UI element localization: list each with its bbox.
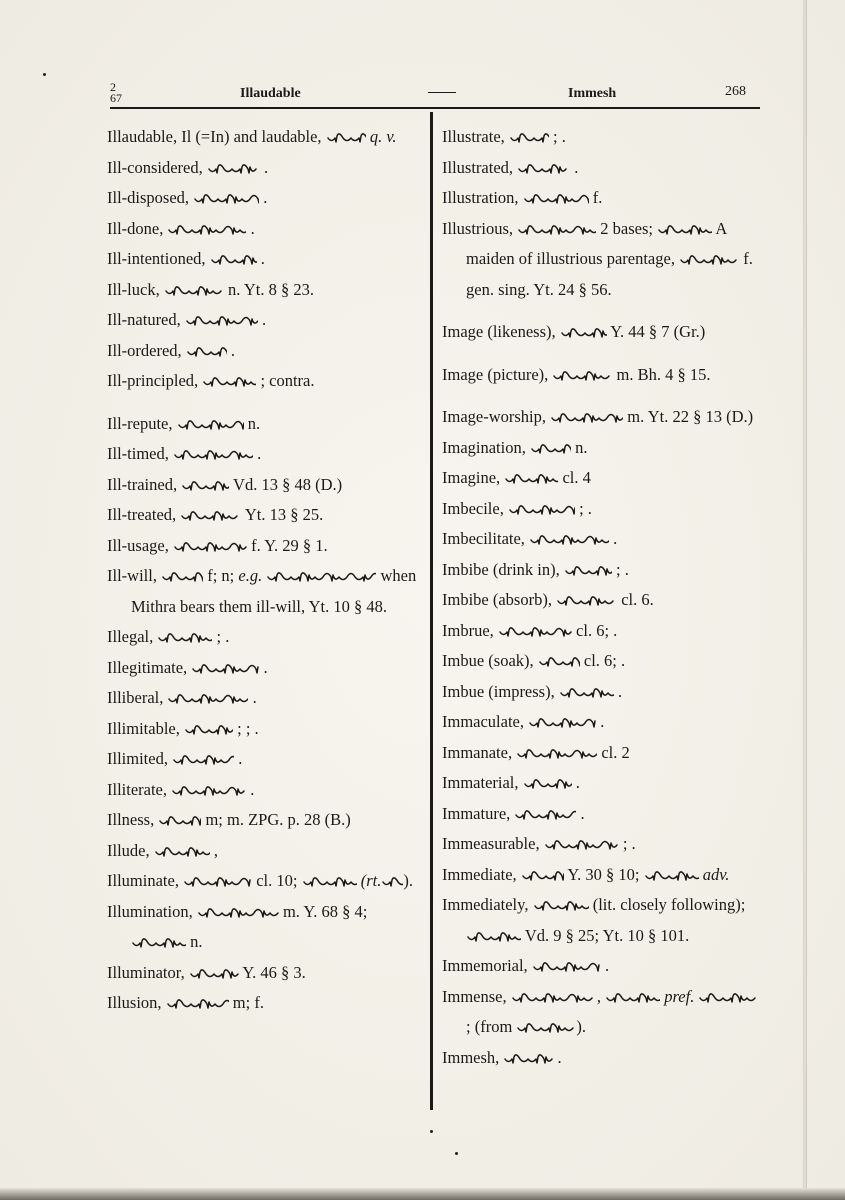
avestan-script-icon <box>550 409 623 427</box>
dictionary-entry <box>442 317 760 348</box>
entry-gloss: ; contra. <box>260 371 315 390</box>
dictionary-entry <box>442 494 760 525</box>
avestan-script-icon <box>559 684 614 702</box>
avestan-script-icon <box>605 989 660 1007</box>
avestan-script-icon <box>154 843 210 861</box>
entry-headword: Immense, <box>442 986 507 1006</box>
avestan-script-icon <box>521 867 564 885</box>
entry-headword: Illustrious, <box>442 218 514 238</box>
entry-gloss: cl. 6; . <box>576 620 618 640</box>
entry-tail: ; (from <box>466 1017 513 1036</box>
entry-gloss: cl. 2 <box>601 742 630 762</box>
avestan-script-icon <box>517 160 570 178</box>
entry-headword: Ill-considered, <box>107 157 203 177</box>
dictionary-entry <box>442 122 760 153</box>
entry-gloss: ; . <box>616 559 629 579</box>
entry-tail: Vd. 9 § 25; Yt. 10 § 101. <box>524 925 690 945</box>
entry-gloss: . <box>600 712 605 731</box>
dictionary-entry <box>107 683 422 714</box>
dictionary-entry <box>442 555 760 586</box>
entry-gloss: . <box>613 529 618 548</box>
dictionary-entry <box>442 890 760 951</box>
dictionary-entry <box>442 433 760 464</box>
right-column <box>442 122 760 1073</box>
dictionary-entry <box>442 360 760 391</box>
dictionary-entry <box>442 463 760 494</box>
avestan-script-icon <box>302 873 357 891</box>
entry-headword: Imbecilitate, <box>442 529 525 548</box>
avestan-script-icon <box>191 660 259 678</box>
entry-gloss: ; ; . <box>237 718 259 738</box>
entry-gloss: . <box>252 688 257 707</box>
entry-tail: ). <box>403 871 413 890</box>
ink-speck <box>430 1130 433 1133</box>
dictionary-entry <box>107 122 422 153</box>
avestan-script-icon <box>504 470 558 488</box>
avestan-script-icon <box>532 958 601 976</box>
running-header <box>110 82 760 106</box>
entry-headword: Illuminate, <box>107 871 179 890</box>
avestan-script-icon <box>193 190 259 208</box>
avestan-script-icon <box>172 751 234 769</box>
avestan-script-icon <box>164 282 224 300</box>
dictionary-entry <box>107 622 422 653</box>
dictionary-entry <box>442 768 760 799</box>
entry-headword: Ill-usage, <box>107 535 169 555</box>
entry-tail: A maiden of illustrious parentage, <box>466 218 727 268</box>
entry-headword: Imagination, <box>442 437 526 457</box>
avestan-script-icon <box>173 538 247 556</box>
entry-headword: Ill-repute, <box>107 413 173 433</box>
entry-headword: Immemorial, <box>442 956 528 975</box>
avestan-script-icon <box>326 129 366 147</box>
entry-gloss: Y. 30 § 10; <box>567 864 640 884</box>
entry-gloss: , <box>596 986 601 1006</box>
dictionary-entry <box>442 153 760 184</box>
entry-gloss: . <box>575 773 580 792</box>
avestan-script-icon <box>266 568 376 586</box>
entry-headword: Illegitimate, <box>107 657 188 677</box>
entry-headword: Immediately, <box>442 895 529 914</box>
avestan-script-icon <box>183 873 252 891</box>
avestan-script-icon <box>181 477 229 495</box>
entry-headword: Immature, <box>442 803 511 823</box>
entry-gloss: f. <box>592 188 603 207</box>
entry-gloss: cl. 4 <box>562 468 591 487</box>
header-page-left-number: 67 <box>110 91 122 105</box>
entry-gloss: Yt. 13 § 25. <box>244 505 324 524</box>
avestan-script-icon <box>185 312 258 330</box>
dictionary-entry <box>107 244 422 275</box>
entry-gloss: . <box>263 657 268 677</box>
avestan-script-icon <box>528 714 596 732</box>
dictionary-entry <box>442 951 760 982</box>
avestan-script-icon <box>517 221 596 239</box>
avestan-script-icon <box>158 812 201 830</box>
avestan-script-icon <box>180 507 241 525</box>
entry-headword: Ill-done, <box>107 218 164 238</box>
dictionary-entry <box>107 366 422 397</box>
entry-gloss: m; f. <box>232 993 264 1012</box>
avestan-script-icon <box>657 221 712 239</box>
entry-headword: Illness, <box>107 810 155 829</box>
avestan-script-icon <box>530 440 571 458</box>
header-rule <box>110 107 760 109</box>
avestan-script-icon <box>508 501 575 519</box>
avestan-script-icon <box>166 995 229 1013</box>
ink-speck <box>455 1152 458 1155</box>
dictionary-entry <box>442 585 760 616</box>
dictionary-entry <box>107 183 422 214</box>
entry-gloss: n. <box>247 413 261 433</box>
entry-gloss: 2 bases; <box>600 218 653 238</box>
entry-tail: adv. <box>702 864 730 884</box>
avestan-script-icon <box>560 324 607 342</box>
entry-headword: Image (likeness), <box>442 322 556 341</box>
entry-headword: Imagine, <box>442 468 501 487</box>
dictionary-entry <box>107 214 422 245</box>
avestan-script-icon <box>679 251 739 269</box>
avestan-script-icon <box>514 806 576 824</box>
avestan-script-icon <box>173 446 253 464</box>
dictionary-entry <box>442 677 760 708</box>
entry-gloss: . <box>250 779 255 799</box>
entry-headword: Ill-ordered, <box>107 340 182 360</box>
avestan-script-icon <box>157 629 212 647</box>
entry-headword: Illusion, <box>107 993 162 1012</box>
dictionary-entry <box>107 275 422 306</box>
avestan-script-icon <box>516 745 597 763</box>
avestan-script-icon <box>207 160 260 178</box>
entry-gloss: f; n; <box>207 566 235 585</box>
entry-gloss: m. Yt. 22 § 13 (D.) <box>627 407 754 426</box>
entry-headword: Imbue (impress), <box>442 681 555 701</box>
avestan-script-icon <box>498 623 572 641</box>
entry-gloss: cl. 6. <box>621 590 654 609</box>
avestan-script-icon <box>644 867 699 885</box>
entry-headword: Ill-principled, <box>107 371 199 390</box>
entry-gloss: ; . <box>216 627 230 646</box>
entry-headword: Ill-disposed, <box>107 188 190 207</box>
entry-gloss: . <box>260 249 265 268</box>
entry-example: when Mithra bears them ill-will, Yt. 10 § 48. <box>131 566 417 616</box>
entry-tail: f. gen. sing. Yt. 24 § 56. <box>466 249 753 299</box>
entry-headword: Immeasurable, <box>442 834 540 853</box>
avestan-script-icon <box>167 690 248 708</box>
avestan-script-icon <box>511 989 593 1007</box>
avestan-script-icon <box>210 251 257 269</box>
entry-headword: Imbecile, <box>442 498 504 518</box>
avestan-script-icon <box>186 343 227 361</box>
avestan-script-icon <box>533 897 589 915</box>
header-page-left <box>110 82 122 104</box>
entry-gloss: . <box>262 310 267 329</box>
dictionary-entry <box>442 646 760 677</box>
entry-headword: Illegal, <box>107 627 154 646</box>
avestan-script-icon <box>503 1050 553 1068</box>
dictionary-entry <box>442 402 760 433</box>
entry-headword: Image (picture), <box>442 364 549 384</box>
dictionary-entry <box>107 805 422 836</box>
entry-gloss: Y. 44 § 7 (Gr.) <box>610 322 706 341</box>
entry-headword: Immanate, <box>442 742 513 762</box>
entry-gloss: n. <box>575 437 588 457</box>
entry-gloss: f. Y. 29 § 1. <box>251 535 328 555</box>
dictionary-entry <box>107 653 422 684</box>
dictionary-entry <box>442 829 760 860</box>
avestan-script-icon <box>167 221 246 239</box>
entry-headword: Illuminator, <box>107 962 185 982</box>
entry-gloss: q. v. <box>369 127 397 146</box>
avestan-script-icon <box>131 934 186 952</box>
entry-headword: Illustrate, <box>442 127 505 146</box>
entry-gloss: . <box>557 1047 562 1067</box>
avestan-script-icon <box>544 836 619 854</box>
avestan-script-icon <box>523 775 572 793</box>
left-column <box>107 122 422 1019</box>
entry-tail: ). <box>576 1017 587 1036</box>
entry-headword: Illimited, <box>107 749 168 768</box>
entry-headword: Immesh, <box>442 1047 500 1067</box>
dictionary-entry <box>107 153 422 184</box>
entry-tail: n. <box>190 932 203 951</box>
entry-gloss: m. Y. 68 § 4; <box>282 901 368 921</box>
ink-speck <box>43 73 46 76</box>
entry-gloss: ; . <box>579 498 592 518</box>
entry-gloss: . <box>250 218 255 238</box>
entry-headword: Imbibe (absorb), <box>442 590 552 609</box>
avestan-script-icon <box>161 568 203 586</box>
entry-headword: Illiberal, <box>107 688 164 707</box>
avestan-script-icon <box>171 782 246 800</box>
entry-gloss: n. Yt. 8 § 23. <box>227 279 314 299</box>
avestan-script-icon <box>184 721 233 739</box>
entry-headword: Ill-luck, <box>107 279 160 299</box>
dictionary-entry <box>442 1043 760 1074</box>
entry-gloss: . <box>238 749 243 768</box>
dictionary-entry <box>107 714 422 745</box>
entry-gloss: . <box>574 157 579 177</box>
dictionary-entry <box>442 707 760 738</box>
avestan-script-icon <box>516 1019 576 1037</box>
dictionary-entry <box>107 775 422 806</box>
entry-gloss: . <box>230 340 236 360</box>
avestan-script-icon <box>177 416 244 434</box>
entry-gloss: cl. 10; <box>256 871 298 890</box>
header-page-right: 268 <box>725 84 746 99</box>
dictionary-entry <box>107 336 422 367</box>
dictionary-entry <box>107 561 422 622</box>
entry-gloss: m. Bh. 4 § 15. <box>616 364 711 384</box>
entry-gloss: , <box>213 840 218 860</box>
entry-gloss: (lit. closely following); <box>592 895 746 914</box>
avestan-script-icon <box>698 989 758 1007</box>
entry-gloss: cl. 6; . <box>583 651 626 670</box>
entry-headword: Immaculate, <box>442 712 525 731</box>
column-divider <box>430 112 433 1110</box>
entry-tail: (rt. <box>360 871 382 890</box>
dictionary-entry <box>107 958 422 989</box>
avestan-script-icon <box>529 531 609 549</box>
dictionary-entry <box>107 866 422 897</box>
entry-gloss: Y. 46 § 3. <box>242 962 306 982</box>
page-fold-shadow <box>803 0 807 1200</box>
entry-headword: Ill-timed, <box>107 444 169 463</box>
dictionary-entry <box>442 738 760 769</box>
header-left-word: Illaudable <box>240 86 301 101</box>
entry-headword: Ill-intentioned, <box>107 249 206 268</box>
avestan-script-icon <box>552 367 612 385</box>
entry-example-prefix: e.g. <box>238 566 263 585</box>
entry-headword: Ill-trained, <box>107 474 178 494</box>
entry-headword: Illustration, <box>442 188 519 207</box>
avestan-script-icon <box>466 928 521 946</box>
dictionary-entry <box>107 988 422 1019</box>
entry-headword: Illaudable, Il (=In) and laudable, <box>107 127 322 146</box>
entry-headword: Imbibe (drink in), <box>442 559 560 579</box>
dictionary-entry <box>107 836 422 867</box>
entry-headword: Imbrue, <box>442 620 494 640</box>
avestan-script-icon <box>189 965 239 983</box>
avestan-script-icon <box>556 592 617 610</box>
entry-gloss: . <box>617 681 623 701</box>
header-separator <box>428 92 456 93</box>
entry-headword: Illustrated, <box>442 157 514 177</box>
header-right-word: Immesh <box>568 86 617 101</box>
entry-headword: Immediate, <box>442 864 517 884</box>
dictionary-entry <box>107 305 422 336</box>
entry-headword: Ill-will, <box>107 566 157 585</box>
dictionary-entry <box>442 183 760 214</box>
avestan-script-icon <box>509 129 549 147</box>
dictionary-entry <box>442 524 760 555</box>
entry-tail: pref. <box>664 986 695 1006</box>
dictionary-entry <box>442 799 760 830</box>
entry-gloss: . <box>264 157 269 177</box>
entry-gloss: ; . <box>553 127 566 146</box>
entry-headword: Image-worship, <box>442 407 547 426</box>
dictionary-entry <box>107 744 422 775</box>
entry-headword: Imbue (soak), <box>442 651 534 670</box>
avestan-script-icon <box>202 373 256 391</box>
avestan-script-icon <box>523 190 589 208</box>
dictionary-entry <box>107 439 422 470</box>
entry-headword: Immaterial, <box>442 773 519 792</box>
entry-gloss: . <box>604 956 610 975</box>
dictionary-entry <box>442 214 760 306</box>
entry-headword: Illude, <box>107 840 150 860</box>
avestan-script-icon <box>538 653 580 671</box>
entry-headword: Ill-natured, <box>107 310 181 329</box>
entry-gloss: . <box>257 444 262 463</box>
dictionary-entry <box>107 897 422 958</box>
entry-headword: Illimitable, <box>107 718 180 738</box>
entry-gloss: m; m. ZPG. p. 28 (B.) <box>205 810 351 829</box>
dictionary-entry <box>107 470 422 501</box>
entry-gloss: . <box>263 188 268 207</box>
avestan-script-icon <box>197 904 279 922</box>
entry-headword: Illumination, <box>107 901 193 921</box>
dictionary-entry <box>107 500 422 531</box>
entry-gloss: . <box>580 803 585 823</box>
entry-headword: Ill-treated, <box>107 505 177 524</box>
dictionary-entry <box>442 860 760 891</box>
entry-gloss: Vd. 13 § 48 (D.) <box>233 474 343 494</box>
avestan-script-icon <box>381 873 403 891</box>
page-bottom-edge <box>0 1188 845 1200</box>
avestan-script-icon <box>564 562 612 580</box>
dictionary-entry <box>442 616 760 647</box>
entry-headword: Illiterate, <box>107 779 168 799</box>
dictionary-entry <box>107 531 422 562</box>
header-page-left-small: 2 <box>110 80 116 94</box>
dictionary-entry <box>442 982 760 1043</box>
dictionary-entry <box>107 409 422 440</box>
entry-gloss: ; . <box>622 834 636 853</box>
